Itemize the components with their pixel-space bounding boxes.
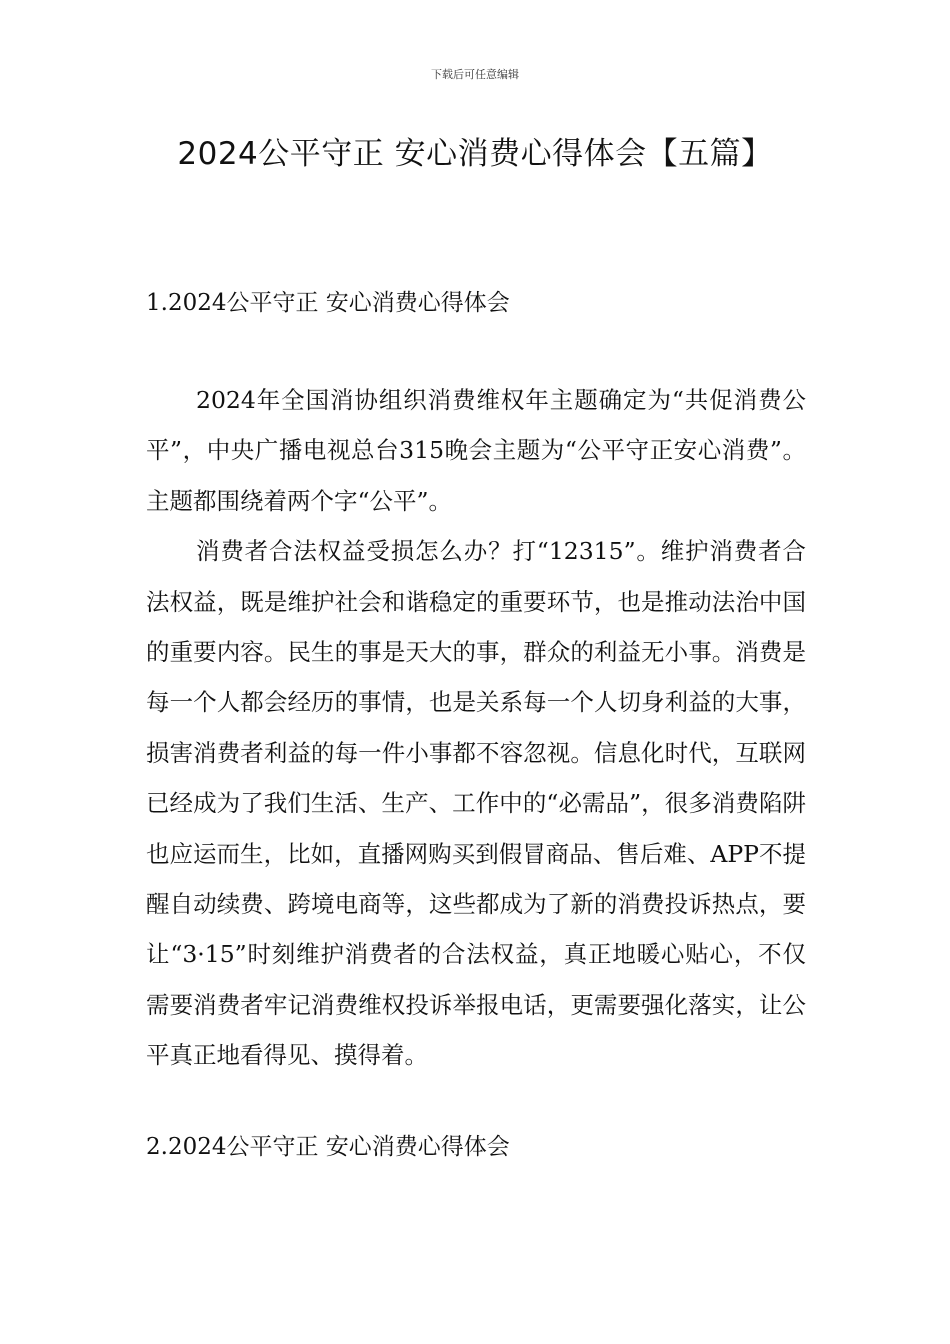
section-1-body	[146, 375, 806, 1081]
section-heading-1: 1.2024公平守正 安心消费心得体会	[146, 290, 510, 316]
paragraph-1: 2024年全国消协组织消费维权年主题确定为“共促消费公平”，中央广播电视总台315晚会主题为“公平守正安心消费”。主题都围绕着两个字“公平”。	[146, 386, 806, 515]
header-note: 下载后可任意编辑	[431, 68, 519, 81]
document-title: 2024公平守正 安心消费心得体会【五篇】	[177, 136, 773, 172]
section-heading-2: 2.2024公平守正 安心消费心得体会	[146, 1134, 510, 1160]
paragraph-2: 消费者合法权益受损怎么办？打“12315”。维护消费者合法权益，既是维护社会和谐稳定的重要环节，也是推动法治中国的重要内容。民生的事是天大的事，群众的利益无小事。消费是每一个人都会经历的事情，也是关系每一个人切身利益的大事，损害消费者利益的每一件小事都不容忽视。信息化时代，互联网已经成为了我们生活、生产、工作中的“必需品”，很多消费陷阱也应运而生，比如，直播网购买到假冒商品、售后难、APP不提醒自动续费、跨境电商等，这些都成为了新的消费投诉热点，要让“3·15”时刻维护消费者的合法权益，真正地暖心贴心，不仅需要消费者牢记消费维权投诉举报电话，更需要强化落实，让公平真正地看得见、摸得着。	[146, 537, 806, 1070]
